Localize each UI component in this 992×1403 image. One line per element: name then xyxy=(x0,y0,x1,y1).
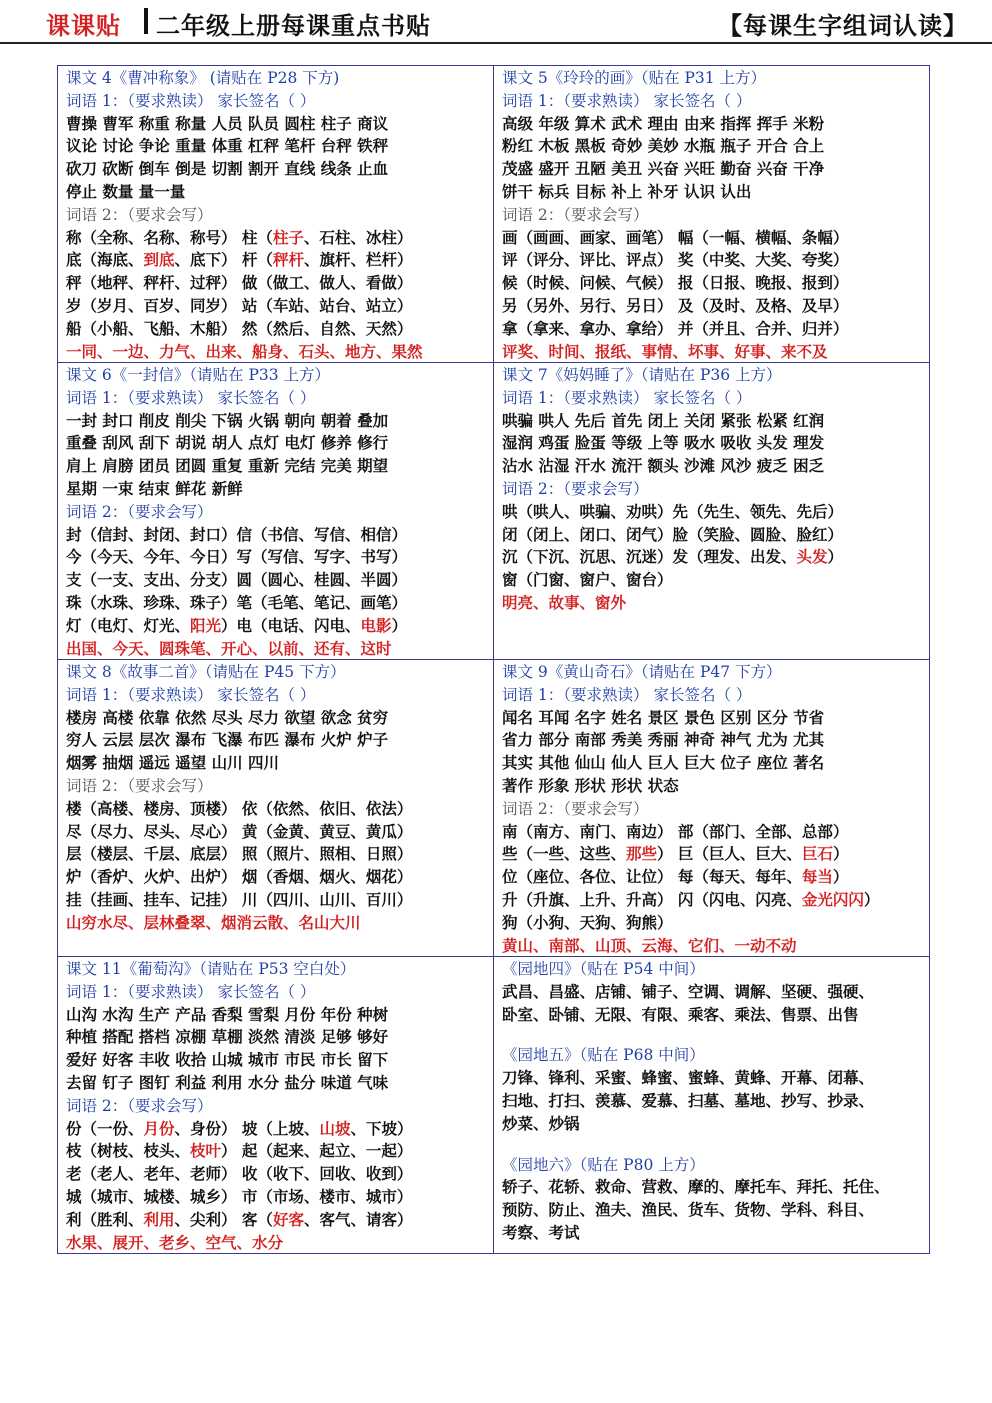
text-segment: 省力 部分 南部 秀美 秀丽 神奇 神气 尤为 尤其 xyxy=(502,730,825,750)
lesson-title xyxy=(502,661,923,684)
text-line xyxy=(66,1232,487,1255)
text-line xyxy=(66,981,487,1004)
text-line xyxy=(66,410,487,433)
highlight-text: 到底 xyxy=(143,250,175,270)
text-segment: 高级 年级 算术 武术 理由 由来 指挥 挥手 米粉 xyxy=(502,113,825,133)
text-segment: ） 起（起来、起立、一起） xyxy=(221,1141,413,1161)
text-segment: 楼（高楼、楼房、顶楼） 依（依然、依旧、依法） xyxy=(66,798,413,818)
highlight-text: 利用 xyxy=(143,1209,175,1229)
text-segment: 底（海底、 xyxy=(66,250,144,270)
highlight-text: 评奖、时间、报纸、事情、坏事、好事、来不及 xyxy=(502,341,828,361)
text-line xyxy=(66,90,487,113)
text-segment: 狗（小狗、天狗、狗熊） xyxy=(502,912,673,932)
text-segment: 尽（尽力、尽头、尽心） 黄（金黄、黄豆、黄瓜） xyxy=(66,821,413,841)
text-line xyxy=(502,1199,923,1222)
text-line xyxy=(66,1072,487,1095)
header-divider xyxy=(144,8,148,34)
page-header xyxy=(0,0,992,44)
text-line xyxy=(502,866,923,889)
text-line xyxy=(66,249,487,272)
text-line xyxy=(66,1095,487,1118)
text-line xyxy=(66,1004,487,1027)
text-segment: 去留 钉子 图钉 利益 利用 水分 盐分 味道 气味 xyxy=(66,1072,389,1092)
text-segment: 炉（香炉、火炉、出炉） 烟（香烟、烟火、烟花） xyxy=(66,867,413,887)
text-segment: ） 巨（巨人、巨大、 xyxy=(657,844,802,864)
text-line xyxy=(502,204,923,227)
text-segment: 评（评分、评比、评点） 奖（中奖、大奖、夸奖） xyxy=(502,250,849,270)
lesson-cell xyxy=(494,66,930,362)
text-segment: ） xyxy=(827,547,844,567)
text-line xyxy=(66,1186,487,1209)
text-segment: 词语 2：（要求会写） xyxy=(502,799,649,818)
text-line xyxy=(66,684,487,707)
table-row xyxy=(58,363,930,660)
text-line xyxy=(502,227,923,250)
lesson-title xyxy=(66,67,487,90)
text-line xyxy=(502,113,923,136)
text-segment: 词语 2：（要求会写） xyxy=(502,479,649,498)
text-segment: 烟雾 抽烟 遥远 遥望 山川 四川 xyxy=(66,753,279,773)
text-segment: 、旗杆、栏杆） xyxy=(303,250,413,270)
text-segment: 考察、考试 xyxy=(502,1222,580,1242)
text-segment: 爱好 好客 丰收 收拾 山城 城市 市民 市长 留下 xyxy=(66,1050,389,1070)
text-segment: 穷人 云层 层次 瀑布 飞瀑 布匹 瀑布 火炉 炉子 xyxy=(66,730,389,750)
text-line xyxy=(66,1140,487,1163)
table-row xyxy=(58,957,930,1254)
text-line xyxy=(502,981,923,1004)
text-line xyxy=(66,455,487,478)
lesson-table xyxy=(57,65,930,1254)
text-segment: 些（一些、这些、 xyxy=(502,844,627,864)
text-segment: 岁（岁月、百岁、同岁） 站（车站、站台、站立） xyxy=(66,295,413,315)
highlight-text: 头发 xyxy=(796,547,828,567)
text-line xyxy=(502,1113,923,1136)
highlight-text: 明亮、故事、窗外 xyxy=(502,592,627,612)
text-segment: 饼干 标兵 目标 补上 补牙 认识 认出 xyxy=(502,181,752,201)
text-line xyxy=(502,1044,923,1067)
highlight-text: 每当 xyxy=(801,867,833,887)
lesson-cell xyxy=(58,66,494,362)
text-segment: 课文 8《故事二首》（请贴在 P45 下方） xyxy=(66,663,346,681)
text-line xyxy=(66,341,487,364)
text-segment: 船（小船、飞船、木船） 然（然后、自然、天然） xyxy=(66,318,413,338)
text-segment: 《园地六》（贴在 P80 上方） xyxy=(502,1155,705,1174)
lesson-cell xyxy=(58,363,494,659)
text-segment: 《园地五》（贴在 P68 中间） xyxy=(502,1046,705,1065)
text-line xyxy=(66,638,487,661)
text-segment: ） xyxy=(391,615,408,635)
page-title: 二年级上册每课重点书贴 xyxy=(156,11,431,40)
highlight-text: 电影 xyxy=(360,615,392,635)
text-segment: 份（一份、 xyxy=(66,1118,144,1138)
text-segment: 城（城市、城楼、城乡） 市（市场、楼市、城市） xyxy=(66,1186,413,1206)
header-rule xyxy=(0,42,992,44)
text-line xyxy=(502,455,923,478)
text-line xyxy=(66,318,487,341)
text-segment: 秤（地秤、秤杆、过秤） 做（做工、做人、看做） xyxy=(66,273,413,293)
text-segment: 、尖利） 客（ xyxy=(174,1209,273,1229)
text-segment: 闭（闭上、闭口、闭气）脸（笑脸、圆脸、脸红） xyxy=(502,524,844,544)
text-segment: 词语 1：（要求熟读） 家长签名（ ） xyxy=(502,685,752,704)
text-line xyxy=(502,729,923,752)
text-segment: 轿子、花轿、救命、营救、摩的、摩托车、拜托、托住、 xyxy=(502,1177,890,1197)
text-segment: 词语 1：（要求熟读） 家长签名（ ） xyxy=(66,91,316,110)
text-line xyxy=(502,478,923,501)
text-line xyxy=(502,272,923,295)
lesson-cell xyxy=(494,957,930,1253)
text-segment: 楼房 高楼 依靠 依然 尽头 尽力 欲望 欲念 贫穷 xyxy=(66,707,389,727)
lesson-title xyxy=(66,364,487,387)
text-line xyxy=(66,181,487,204)
text-segment: 词语 2：（要求会写） xyxy=(502,205,649,224)
text-segment: 词语 2：（要求会写） xyxy=(66,502,213,521)
spacer xyxy=(502,1136,923,1154)
lesson-cell xyxy=(58,660,494,956)
lesson-cell xyxy=(58,957,494,1253)
text-segment: 炒菜、炒锅 xyxy=(502,1113,580,1133)
text-segment: 层（楼层、千层、底层） 照（照片、照相、日照） xyxy=(66,844,413,864)
text-line xyxy=(502,752,923,775)
brand-label: 课课贴 xyxy=(46,11,121,40)
text-segment: 枝（树枝、枝头、 xyxy=(66,1141,191,1161)
text-segment: 刀锋、锋利、采蜜、蜂蜜、蜜蜂、黄蜂、开幕、闭幕、 xyxy=(502,1068,875,1088)
text-line xyxy=(66,113,487,136)
text-line xyxy=(66,1209,487,1232)
text-segment: 著作 形象 形状 形状 状态 xyxy=(502,775,679,795)
text-segment: 词语 2：（要求会写） xyxy=(66,1096,213,1115)
text-segment: 词语 1：（要求熟读） 家长签名（ ） xyxy=(66,685,316,704)
highlight-text: 柱子 xyxy=(272,227,304,247)
text-segment: 议论 讨论 争论 重量 体重 杠秤 笔杆 台秤 铁秤 xyxy=(66,136,389,156)
text-line xyxy=(502,135,923,158)
text-segment: 课文 6《一封信》（请贴在 P33 上方） xyxy=(66,366,331,384)
highlight-text: 月份 xyxy=(143,1118,175,1138)
text-line xyxy=(502,569,923,592)
text-segment: 种植 搭配 搭档 凉棚 草棚 淡然 清淡 足够 够好 xyxy=(66,1027,389,1047)
text-line xyxy=(502,775,923,798)
text-line xyxy=(502,90,923,113)
text-line xyxy=(502,524,923,547)
text-segment: 哄（哄人、哄骗、劝哄）先（先生、领先、先后） xyxy=(502,501,844,521)
text-segment: 停止 数量 量一量 xyxy=(66,181,186,201)
text-line xyxy=(66,272,487,295)
text-line xyxy=(502,432,923,455)
text-line xyxy=(66,1026,487,1049)
text-segment: 山沟 水沟 生产 产品 香梨 雪梨 月份 年份 种树 xyxy=(66,1004,389,1024)
text-segment: 课文 4《曹冲称象》 (请贴在 P28 下方) xyxy=(66,69,340,87)
text-segment: 、下坡） xyxy=(350,1118,413,1138)
highlight-text: 那些 xyxy=(626,844,658,864)
highlight-text: 阳光 xyxy=(190,615,222,635)
page-subtitle: 【每课生字组词认读】 xyxy=(718,11,968,40)
text-segment: 卧室、卧铺、无限、有限、乘客、乘法、售票、出售 xyxy=(502,1004,859,1024)
text-line xyxy=(502,684,923,707)
text-segment: 词语 2：（要求会写） xyxy=(66,205,213,224)
text-segment: 封（信封、封闭、封口）信（书信、写信、相信） xyxy=(66,524,408,544)
text-line xyxy=(502,843,923,866)
text-segment: 茂盛 盛开 丑陋 美丑 兴奋 兴旺 勤奋 兴奋 干净 xyxy=(502,159,825,179)
highlight-text: 出国、今天、圆珠笔、开心、以前、还有、这时 xyxy=(66,638,392,658)
text-line xyxy=(502,821,923,844)
text-line xyxy=(502,889,923,912)
text-line xyxy=(66,135,487,158)
text-segment: 课文 7《妈妈睡了》（请贴在 P36 上方） xyxy=(502,366,782,384)
text-line xyxy=(66,752,487,775)
text-segment: 湿润 鸡蛋 脸蛋 等级 上等 吸水 吸收 头发 理发 xyxy=(502,433,825,453)
text-line xyxy=(66,387,487,410)
text-segment: ）电（电话、闪电、 xyxy=(221,615,361,635)
text-line xyxy=(66,821,487,844)
lesson-title xyxy=(66,661,487,684)
text-segment: 利（胜利、 xyxy=(66,1209,144,1229)
text-segment: 称（全称、名称、称号） 柱（ xyxy=(66,227,273,247)
text-segment: 位（座位、各位、让位） 每（每天、每年、 xyxy=(502,867,802,887)
text-segment: 词语 1：（要求熟读） 家长签名（ ） xyxy=(66,388,316,407)
text-line xyxy=(502,158,923,181)
highlight-text: 金光闪闪 xyxy=(801,889,864,909)
text-line xyxy=(66,227,487,250)
table-row xyxy=(58,66,930,363)
text-segment: 词语 1：（要求熟读） 家长签名（ ） xyxy=(502,91,752,110)
text-segment: 词语 1：（要求熟读） 家长签名（ ） xyxy=(66,982,316,1001)
text-segment: 支（一支、支出、分支）圆（圆心、桂圆、半圆） xyxy=(66,570,408,590)
spacer xyxy=(502,1026,923,1044)
text-line xyxy=(502,798,923,821)
text-segment: 砍刀 砍断 倒车 倒是 切割 割开 直线 线条 止血 xyxy=(66,159,389,179)
text-segment: 、底下） 杆（ xyxy=(174,250,273,270)
text-segment: ） xyxy=(832,867,849,887)
text-segment: 其实 其他 仙山 仙人 巨人 巨大 位子 座位 著名 xyxy=(502,753,825,773)
text-line xyxy=(502,912,923,935)
text-segment: 一封 封口 削皮 削尖 下锅 火锅 朝向 朝着 叠加 xyxy=(66,410,389,430)
text-line xyxy=(66,524,487,547)
text-line xyxy=(66,501,487,524)
text-segment: 另（另外、另行、另日） 及（及时、及格、及早） xyxy=(502,295,849,315)
text-line xyxy=(66,204,487,227)
text-segment: 候（时候、问候、气候） 报（日报、晚报、报到） xyxy=(502,273,849,293)
text-segment: 沾水 沾湿 汗水 流汗 额头 沙滩 风沙 疲乏 困乏 xyxy=(502,456,825,476)
text-line xyxy=(66,592,487,615)
text-segment: 今（今天、今年、今日）写（写信、写字、书写） xyxy=(66,547,408,567)
text-line xyxy=(66,158,487,181)
text-line xyxy=(502,1067,923,1090)
text-segment: 灯（电灯、灯光、 xyxy=(66,615,191,635)
text-segment: 曹操 曹军 称重 称量 人员 队员 圆柱 柱子 商议 xyxy=(66,113,389,133)
text-segment: 画（画画、画家、画笔） 幅（一幅、横幅、条幅） xyxy=(502,227,849,247)
text-line xyxy=(502,1176,923,1199)
text-line xyxy=(502,1090,923,1113)
text-line xyxy=(66,775,487,798)
table-row xyxy=(58,660,930,957)
lesson-title xyxy=(66,958,487,981)
lesson-title xyxy=(502,364,923,387)
text-segment: 拿（拿来、拿办、拿给） 并（并且、合并、归并） xyxy=(502,318,849,338)
lesson-cell xyxy=(494,660,930,956)
text-line xyxy=(502,318,923,341)
text-line xyxy=(502,1004,923,1027)
text-segment: 、身份） 坡（上坡、 xyxy=(174,1118,320,1138)
lesson-cell xyxy=(494,363,930,659)
text-line xyxy=(66,1163,487,1186)
highlight-text: 枝叶 xyxy=(190,1141,222,1161)
text-segment: 哄骗 哄人 先后 首先 闭上 关闭 紧张 松紧 红润 xyxy=(502,410,825,430)
highlight-text: 一同、一边、力气、出来、船身、石头、地方、果然 xyxy=(66,341,423,361)
text-line xyxy=(66,615,487,638)
highlight-text: 山穷水尽、层林叠翠、烟消云散、名山大川 xyxy=(66,912,361,932)
highlight-text: 山坡 xyxy=(319,1118,351,1138)
text-line xyxy=(502,249,923,272)
highlight-text: 好客 xyxy=(272,1209,304,1229)
lesson-title xyxy=(502,958,923,981)
text-line xyxy=(502,707,923,730)
text-segment: 粉红 木板 黑板 奇妙 美妙 水瓶 瓶子 开合 合上 xyxy=(502,136,825,156)
text-line xyxy=(66,707,487,730)
text-segment: 词语 2：（要求会写） xyxy=(66,776,213,795)
highlight-text: 水果、展开、老乡、空气、水分 xyxy=(66,1232,284,1252)
text-segment: 词语 1：（要求熟读） 家长签名（ ） xyxy=(502,388,752,407)
text-segment: 闻名 耳闻 名字 姓名 景区 景色 区别 区分 节省 xyxy=(502,707,825,727)
text-line xyxy=(66,569,487,592)
text-segment: 《园地四》（贴在 P54 中间） xyxy=(502,960,705,978)
highlight-text: 巨石 xyxy=(801,844,833,864)
text-segment: 南（南方、南门、南边） 部（部门、全部、总部） xyxy=(502,821,849,841)
text-line xyxy=(66,866,487,889)
highlight-text: 黄山、南部、山顶、云海、它们、一动不动 xyxy=(502,935,797,955)
text-segment: 肩上 肩膀 团员 团圆 重复 重新 完结 完美 期望 xyxy=(66,456,389,476)
text-segment: 课文 11《葡萄沟》（请贴在 P53 空白处） xyxy=(66,960,356,978)
text-line xyxy=(502,387,923,410)
text-line xyxy=(66,843,487,866)
text-line xyxy=(66,478,487,501)
text-segment: 升（升旗、上升、升高） 闪（闪电、闪亮、 xyxy=(502,889,802,909)
text-segment: 老（老人、老年、老师） 收（收下、回收、收到） xyxy=(66,1164,413,1184)
text-segment: 课文 5《玲玲的画》（贴在 P31 上方） xyxy=(502,69,767,87)
text-line xyxy=(66,546,487,569)
text-line xyxy=(502,546,923,569)
text-segment: ） xyxy=(832,844,849,864)
text-segment: 沉（下沉、沉思、沉迷）发（理发、出发、 xyxy=(502,547,797,567)
text-line xyxy=(502,592,923,615)
text-line xyxy=(502,1154,923,1177)
text-line xyxy=(502,935,923,958)
text-line xyxy=(502,410,923,433)
text-line xyxy=(502,341,923,364)
text-segment: 重叠 刮风 刮下 胡说 胡人 点灯 电灯 修养 修行 xyxy=(66,433,389,453)
text-segment: 珠（水珠、珍珠、珠子）笔（毛笔、笔记、画笔） xyxy=(66,592,408,612)
text-segment: 扫地、打扫、羡慕、爱慕、扫墓、墓地、抄写、抄录、 xyxy=(502,1090,875,1110)
text-line xyxy=(66,798,487,821)
text-line xyxy=(66,1049,487,1072)
text-line xyxy=(66,912,487,935)
text-line xyxy=(66,729,487,752)
text-line xyxy=(66,295,487,318)
text-line xyxy=(66,432,487,455)
text-line xyxy=(502,295,923,318)
text-segment: 、客气、请客） xyxy=(303,1209,413,1229)
text-segment: 武昌、昌盛、店铺、铺子、空调、调解、坚硬、强硬、 xyxy=(502,981,875,1001)
text-segment: 挂（挂画、挂车、记挂） 川（四川、山川、百川） xyxy=(66,889,413,909)
text-segment: 窗（门窗、窗户、窗台） xyxy=(502,570,673,590)
text-line xyxy=(502,501,923,524)
text-segment: 课文 9《黄山奇石》（请贴在 P47 下方） xyxy=(502,663,782,681)
text-line xyxy=(66,1118,487,1141)
text-segment: 星期 一束 结束 鲜花 新鲜 xyxy=(66,478,243,498)
text-line xyxy=(66,889,487,912)
text-segment: 、石柱、冰柱） xyxy=(303,227,413,247)
text-line xyxy=(502,181,923,204)
text-segment: ） xyxy=(863,889,880,909)
lesson-title xyxy=(502,67,923,90)
text-line xyxy=(502,1222,923,1245)
highlight-text: 秤杆 xyxy=(272,250,304,270)
text-segment: 预防、防止、渔夫、渔民、货车、货物、学科、科目、 xyxy=(502,1200,875,1220)
